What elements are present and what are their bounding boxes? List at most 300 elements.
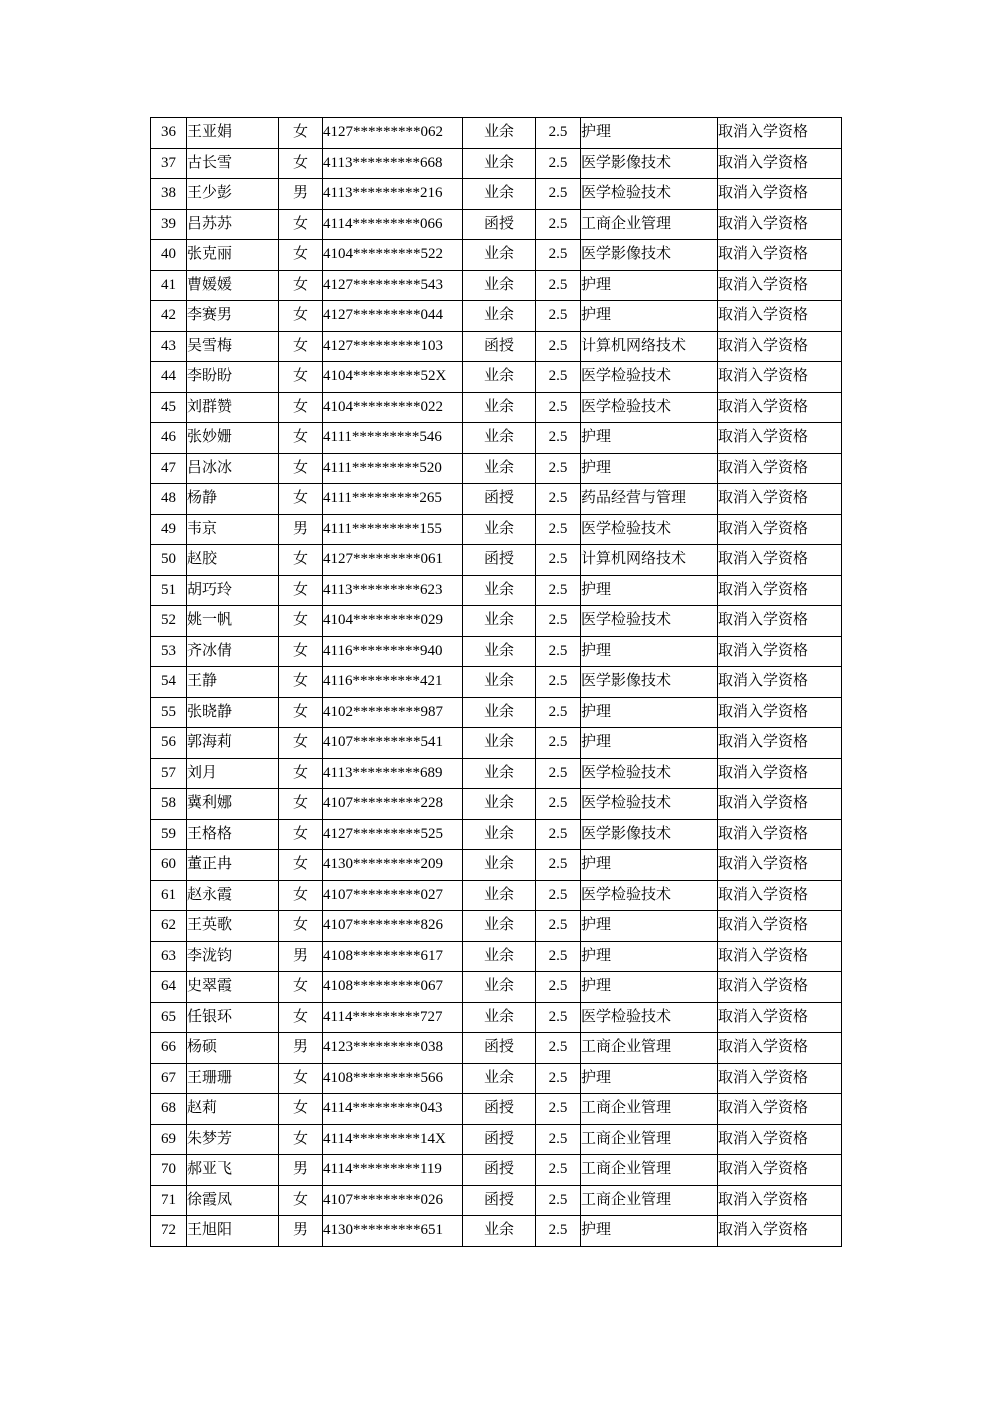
table-row [151, 1124, 842, 1155]
major-cell: 医学检验技术 [581, 789, 718, 820]
gender-cell: 女 [279, 148, 323, 179]
id-number-cell: 4102*********987 [323, 697, 463, 728]
study-form-cell: 业余 [463, 1002, 536, 1033]
status-cell: 取消入学资格 [718, 1216, 842, 1247]
table-row [151, 1033, 842, 1064]
study-form-cell: 函授 [463, 545, 536, 576]
status-cell: 取消入学资格 [718, 1002, 842, 1033]
duration-cell: 2.5 [536, 484, 581, 515]
major-cell: 计算机网络技术 [581, 545, 718, 576]
table-row [151, 1094, 842, 1125]
major-cell: 药品经营与管理 [581, 484, 718, 515]
study-form-cell: 业余 [463, 758, 536, 789]
table-row [151, 911, 842, 942]
row-number-cell: 57 [151, 758, 187, 789]
row-number-cell: 62 [151, 911, 187, 942]
id-number-cell: 4107*********826 [323, 911, 463, 942]
name-cell: 赵胶 [187, 545, 279, 576]
study-form-cell: 业余 [463, 789, 536, 820]
gender-cell: 男 [279, 179, 323, 210]
duration-cell: 2.5 [536, 789, 581, 820]
major-cell: 工商企业管理 [581, 1155, 718, 1186]
gender-cell: 男 [279, 941, 323, 972]
gender-cell: 女 [279, 789, 323, 820]
duration-cell: 2.5 [536, 850, 581, 881]
status-cell: 取消入学资格 [718, 423, 842, 454]
major-cell: 护理 [581, 118, 718, 149]
gender-cell: 女 [279, 606, 323, 637]
name-cell: 韦京 [187, 514, 279, 545]
name-cell: 冀利娜 [187, 789, 279, 820]
name-cell: 王格格 [187, 819, 279, 850]
status-cell: 取消入学资格 [718, 728, 842, 759]
gender-cell: 女 [279, 484, 323, 515]
major-cell: 医学检验技术 [581, 362, 718, 393]
row-number-cell: 46 [151, 423, 187, 454]
major-cell: 医学检验技术 [581, 392, 718, 423]
duration-cell: 2.5 [536, 209, 581, 240]
major-cell: 工商企业管理 [581, 1033, 718, 1064]
row-number-cell: 40 [151, 240, 187, 271]
duration-cell: 2.5 [536, 240, 581, 271]
major-cell: 护理 [581, 850, 718, 881]
major-cell: 护理 [581, 636, 718, 667]
major-cell: 计算机网络技术 [581, 331, 718, 362]
table-row [151, 606, 842, 637]
id-number-cell: 4108*********617 [323, 941, 463, 972]
table-row [151, 148, 842, 179]
major-cell: 医学检验技术 [581, 1002, 718, 1033]
table-row [151, 1185, 842, 1216]
name-cell: 赵永霞 [187, 880, 279, 911]
status-cell: 取消入学资格 [718, 758, 842, 789]
status-cell: 取消入学资格 [718, 880, 842, 911]
gender-cell: 女 [279, 758, 323, 789]
status-cell: 取消入学资格 [718, 819, 842, 850]
study-form-cell: 业余 [463, 850, 536, 881]
gender-cell: 女 [279, 667, 323, 698]
name-cell: 张妙姗 [187, 423, 279, 454]
row-number-cell: 56 [151, 728, 187, 759]
major-cell: 医学检验技术 [581, 880, 718, 911]
duration-cell: 2.5 [536, 606, 581, 637]
id-number-cell: 4108*********067 [323, 972, 463, 1003]
status-cell: 取消入学资格 [718, 545, 842, 576]
duration-cell: 2.5 [536, 545, 581, 576]
name-cell: 李盼盼 [187, 362, 279, 393]
duration-cell: 2.5 [536, 636, 581, 667]
major-cell: 工商企业管理 [581, 1124, 718, 1155]
study-form-cell: 函授 [463, 1094, 536, 1125]
status-cell: 取消入学资格 [718, 1124, 842, 1155]
row-number-cell: 65 [151, 1002, 187, 1033]
row-number-cell: 59 [151, 819, 187, 850]
gender-cell: 女 [279, 453, 323, 484]
gender-cell: 女 [279, 880, 323, 911]
name-cell: 吕苏苏 [187, 209, 279, 240]
table-row [151, 209, 842, 240]
status-cell: 取消入学资格 [718, 1063, 842, 1094]
study-form-cell: 业余 [463, 453, 536, 484]
study-form-cell: 业余 [463, 362, 536, 393]
id-number-cell: 4130*********651 [323, 1216, 463, 1247]
student-roster-table [150, 117, 842, 1247]
row-number-cell: 53 [151, 636, 187, 667]
row-number-cell: 39 [151, 209, 187, 240]
row-number-cell: 60 [151, 850, 187, 881]
row-number-cell: 71 [151, 1185, 187, 1216]
study-form-cell: 业余 [463, 819, 536, 850]
row-number-cell: 67 [151, 1063, 187, 1094]
id-number-cell: 4104*********022 [323, 392, 463, 423]
major-cell: 医学影像技术 [581, 148, 718, 179]
status-cell: 取消入学资格 [718, 270, 842, 301]
major-cell: 医学影像技术 [581, 819, 718, 850]
major-cell: 医学检验技术 [581, 514, 718, 545]
gender-cell: 男 [279, 1155, 323, 1186]
id-number-cell: 4111*********265 [323, 484, 463, 515]
table-row [151, 514, 842, 545]
duration-cell: 2.5 [536, 392, 581, 423]
gender-cell: 女 [279, 819, 323, 850]
major-cell: 工商企业管理 [581, 1185, 718, 1216]
row-number-cell: 68 [151, 1094, 187, 1125]
status-cell: 取消入学资格 [718, 667, 842, 698]
id-number-cell: 4127*********061 [323, 545, 463, 576]
row-number-cell: 48 [151, 484, 187, 515]
name-cell: 王旭阳 [187, 1216, 279, 1247]
gender-cell: 女 [279, 331, 323, 362]
duration-cell: 2.5 [536, 941, 581, 972]
row-number-cell: 63 [151, 941, 187, 972]
table-row [151, 819, 842, 850]
name-cell: 杨静 [187, 484, 279, 515]
duration-cell: 2.5 [536, 1063, 581, 1094]
name-cell: 郝亚飞 [187, 1155, 279, 1186]
table-row [151, 453, 842, 484]
major-cell: 护理 [581, 728, 718, 759]
name-cell: 张克丽 [187, 240, 279, 271]
table-row [151, 972, 842, 1003]
id-number-cell: 4127*********062 [323, 118, 463, 149]
row-number-cell: 64 [151, 972, 187, 1003]
id-number-cell: 4130*********209 [323, 850, 463, 881]
study-form-cell: 业余 [463, 301, 536, 332]
study-form-cell: 业余 [463, 514, 536, 545]
id-number-cell: 4114*********043 [323, 1094, 463, 1125]
gender-cell: 男 [279, 1216, 323, 1247]
row-number-cell: 36 [151, 118, 187, 149]
row-number-cell: 47 [151, 453, 187, 484]
name-cell: 王亚娟 [187, 118, 279, 149]
name-cell: 史翠霞 [187, 972, 279, 1003]
table-row [151, 301, 842, 332]
duration-cell: 2.5 [536, 423, 581, 454]
study-form-cell: 业余 [463, 941, 536, 972]
duration-cell: 2.5 [536, 1185, 581, 1216]
row-number-cell: 44 [151, 362, 187, 393]
duration-cell: 2.5 [536, 1002, 581, 1033]
status-cell: 取消入学资格 [718, 331, 842, 362]
study-form-cell: 业余 [463, 1063, 536, 1094]
row-number-cell: 50 [151, 545, 187, 576]
status-cell: 取消入学资格 [718, 301, 842, 332]
duration-cell: 2.5 [536, 453, 581, 484]
status-cell: 取消入学资格 [718, 1155, 842, 1186]
gender-cell: 女 [279, 697, 323, 728]
id-number-cell: 4116*********940 [323, 636, 463, 667]
duration-cell: 2.5 [536, 575, 581, 606]
name-cell: 朱梦芳 [187, 1124, 279, 1155]
duration-cell: 2.5 [536, 911, 581, 942]
gender-cell: 女 [279, 1124, 323, 1155]
study-form-cell: 业余 [463, 148, 536, 179]
duration-cell: 2.5 [536, 362, 581, 393]
status-cell: 取消入学资格 [718, 941, 842, 972]
row-number-cell: 55 [151, 697, 187, 728]
duration-cell: 2.5 [536, 1216, 581, 1247]
id-number-cell: 4114*********727 [323, 1002, 463, 1033]
table-row [151, 880, 842, 911]
duration-cell: 2.5 [536, 331, 581, 362]
table-row [151, 392, 842, 423]
study-form-cell: 业余 [463, 697, 536, 728]
duration-cell: 2.5 [536, 1094, 581, 1125]
study-form-cell: 业余 [463, 118, 536, 149]
name-cell: 任银环 [187, 1002, 279, 1033]
study-form-cell: 函授 [463, 484, 536, 515]
name-cell: 赵莉 [187, 1094, 279, 1125]
table-row [151, 758, 842, 789]
name-cell: 李赛男 [187, 301, 279, 332]
gender-cell: 女 [279, 636, 323, 667]
duration-cell: 2.5 [536, 301, 581, 332]
status-cell: 取消入学资格 [718, 392, 842, 423]
gender-cell: 女 [279, 209, 323, 240]
id-number-cell: 4107*********026 [323, 1185, 463, 1216]
duration-cell: 2.5 [536, 148, 581, 179]
major-cell: 医学检验技术 [581, 179, 718, 210]
name-cell: 曹媛媛 [187, 270, 279, 301]
status-cell: 取消入学资格 [718, 606, 842, 637]
name-cell: 王珊珊 [187, 1063, 279, 1094]
id-number-cell: 4113*********668 [323, 148, 463, 179]
table-row [151, 362, 842, 393]
duration-cell: 2.5 [536, 880, 581, 911]
name-cell: 古长雪 [187, 148, 279, 179]
major-cell: 医学影像技术 [581, 667, 718, 698]
duration-cell: 2.5 [536, 758, 581, 789]
status-cell: 取消入学资格 [718, 850, 842, 881]
table-row [151, 1063, 842, 1094]
gender-cell: 女 [279, 1002, 323, 1033]
name-cell: 郭海莉 [187, 728, 279, 759]
study-form-cell: 函授 [463, 331, 536, 362]
major-cell: 护理 [581, 575, 718, 606]
id-number-cell: 4114*********119 [323, 1155, 463, 1186]
name-cell: 王静 [187, 667, 279, 698]
id-number-cell: 4127*********044 [323, 301, 463, 332]
study-form-cell: 业余 [463, 423, 536, 454]
duration-cell: 2.5 [536, 697, 581, 728]
id-number-cell: 4111*********155 [323, 514, 463, 545]
gender-cell: 女 [279, 575, 323, 606]
name-cell: 刘群赞 [187, 392, 279, 423]
study-form-cell: 业余 [463, 728, 536, 759]
table-row [151, 850, 842, 881]
study-form-cell: 业余 [463, 606, 536, 637]
gender-cell: 女 [279, 728, 323, 759]
gender-cell: 女 [279, 423, 323, 454]
table-row [151, 484, 842, 515]
row-number-cell: 54 [151, 667, 187, 698]
study-form-cell: 业余 [463, 392, 536, 423]
gender-cell: 女 [279, 1185, 323, 1216]
id-number-cell: 4107*********027 [323, 880, 463, 911]
duration-cell: 2.5 [536, 1124, 581, 1155]
table-row [151, 941, 842, 972]
duration-cell: 2.5 [536, 514, 581, 545]
name-cell: 齐冰倩 [187, 636, 279, 667]
major-cell: 护理 [581, 270, 718, 301]
table-row [151, 118, 842, 149]
study-form-cell: 函授 [463, 1155, 536, 1186]
row-number-cell: 41 [151, 270, 187, 301]
row-number-cell: 70 [151, 1155, 187, 1186]
status-cell: 取消入学资格 [718, 789, 842, 820]
study-form-cell: 业余 [463, 270, 536, 301]
study-form-cell: 函授 [463, 1185, 536, 1216]
study-form-cell: 业余 [463, 575, 536, 606]
status-cell: 取消入学资格 [718, 514, 842, 545]
name-cell: 吴雪梅 [187, 331, 279, 362]
name-cell: 徐霞凤 [187, 1185, 279, 1216]
table-row [151, 728, 842, 759]
major-cell: 工商企业管理 [581, 209, 718, 240]
row-number-cell: 43 [151, 331, 187, 362]
id-number-cell: 4127*********103 [323, 331, 463, 362]
study-form-cell: 函授 [463, 1124, 536, 1155]
status-cell: 取消入学资格 [718, 209, 842, 240]
id-number-cell: 4107*********541 [323, 728, 463, 759]
table-row [151, 331, 842, 362]
status-cell: 取消入学资格 [718, 911, 842, 942]
gender-cell: 女 [279, 270, 323, 301]
status-cell: 取消入学资格 [718, 453, 842, 484]
status-cell: 取消入学资格 [718, 636, 842, 667]
gender-cell: 女 [279, 1094, 323, 1125]
id-number-cell: 4107*********228 [323, 789, 463, 820]
gender-cell: 女 [279, 392, 323, 423]
row-number-cell: 38 [151, 179, 187, 210]
row-number-cell: 42 [151, 301, 187, 332]
major-cell: 护理 [581, 941, 718, 972]
name-cell: 杨硕 [187, 1033, 279, 1064]
study-form-cell: 业余 [463, 972, 536, 1003]
study-form-cell: 业余 [463, 667, 536, 698]
major-cell: 护理 [581, 1216, 718, 1247]
id-number-cell: 4116*********421 [323, 667, 463, 698]
gender-cell: 女 [279, 301, 323, 332]
table-row [151, 789, 842, 820]
row-number-cell: 69 [151, 1124, 187, 1155]
table-row [151, 1002, 842, 1033]
row-number-cell: 61 [151, 880, 187, 911]
row-number-cell: 52 [151, 606, 187, 637]
gender-cell: 女 [279, 972, 323, 1003]
table-row [151, 636, 842, 667]
row-number-cell: 51 [151, 575, 187, 606]
gender-cell: 女 [279, 240, 323, 271]
table-row [151, 270, 842, 301]
id-number-cell: 4113*********623 [323, 575, 463, 606]
id-number-cell: 4108*********566 [323, 1063, 463, 1094]
major-cell: 护理 [581, 453, 718, 484]
gender-cell: 男 [279, 1033, 323, 1064]
study-form-cell: 函授 [463, 209, 536, 240]
duration-cell: 2.5 [536, 118, 581, 149]
gender-cell: 女 [279, 362, 323, 393]
id-number-cell: 4104*********029 [323, 606, 463, 637]
name-cell: 王英歌 [187, 911, 279, 942]
table-row [151, 240, 842, 271]
table-row [151, 1155, 842, 1186]
major-cell: 护理 [581, 911, 718, 942]
table-row [151, 575, 842, 606]
id-number-cell: 4113*********216 [323, 179, 463, 210]
status-cell: 取消入学资格 [718, 240, 842, 271]
id-number-cell: 4111*********520 [323, 453, 463, 484]
major-cell: 工商企业管理 [581, 1094, 718, 1125]
id-number-cell: 4114*********066 [323, 209, 463, 240]
status-cell: 取消入学资格 [718, 118, 842, 149]
gender-cell: 女 [279, 1063, 323, 1094]
name-cell: 姚一帆 [187, 606, 279, 637]
status-cell: 取消入学资格 [718, 1033, 842, 1064]
status-cell: 取消入学资格 [718, 972, 842, 1003]
major-cell: 护理 [581, 301, 718, 332]
id-number-cell: 4123*********038 [323, 1033, 463, 1064]
table-row [151, 697, 842, 728]
name-cell: 董正冉 [187, 850, 279, 881]
major-cell: 护理 [581, 1063, 718, 1094]
id-number-cell: 4127*********525 [323, 819, 463, 850]
major-cell: 护理 [581, 972, 718, 1003]
id-number-cell: 4104*********52X [323, 362, 463, 393]
gender-cell: 女 [279, 118, 323, 149]
name-cell: 吕冰冰 [187, 453, 279, 484]
table-row [151, 545, 842, 576]
duration-cell: 2.5 [536, 1155, 581, 1186]
duration-cell: 2.5 [536, 819, 581, 850]
name-cell: 刘月 [187, 758, 279, 789]
name-cell: 王少彭 [187, 179, 279, 210]
status-cell: 取消入学资格 [718, 575, 842, 606]
id-number-cell: 4113*********689 [323, 758, 463, 789]
major-cell: 护理 [581, 697, 718, 728]
study-form-cell: 函授 [463, 1033, 536, 1064]
status-cell: 取消入学资格 [718, 362, 842, 393]
status-cell: 取消入学资格 [718, 1094, 842, 1125]
table-row [151, 179, 842, 210]
status-cell: 取消入学资格 [718, 697, 842, 728]
status-cell: 取消入学资格 [718, 179, 842, 210]
id-number-cell: 4127*********543 [323, 270, 463, 301]
table-row [151, 1216, 842, 1247]
row-number-cell: 58 [151, 789, 187, 820]
id-number-cell: 4104*********522 [323, 240, 463, 271]
row-number-cell: 72 [151, 1216, 187, 1247]
